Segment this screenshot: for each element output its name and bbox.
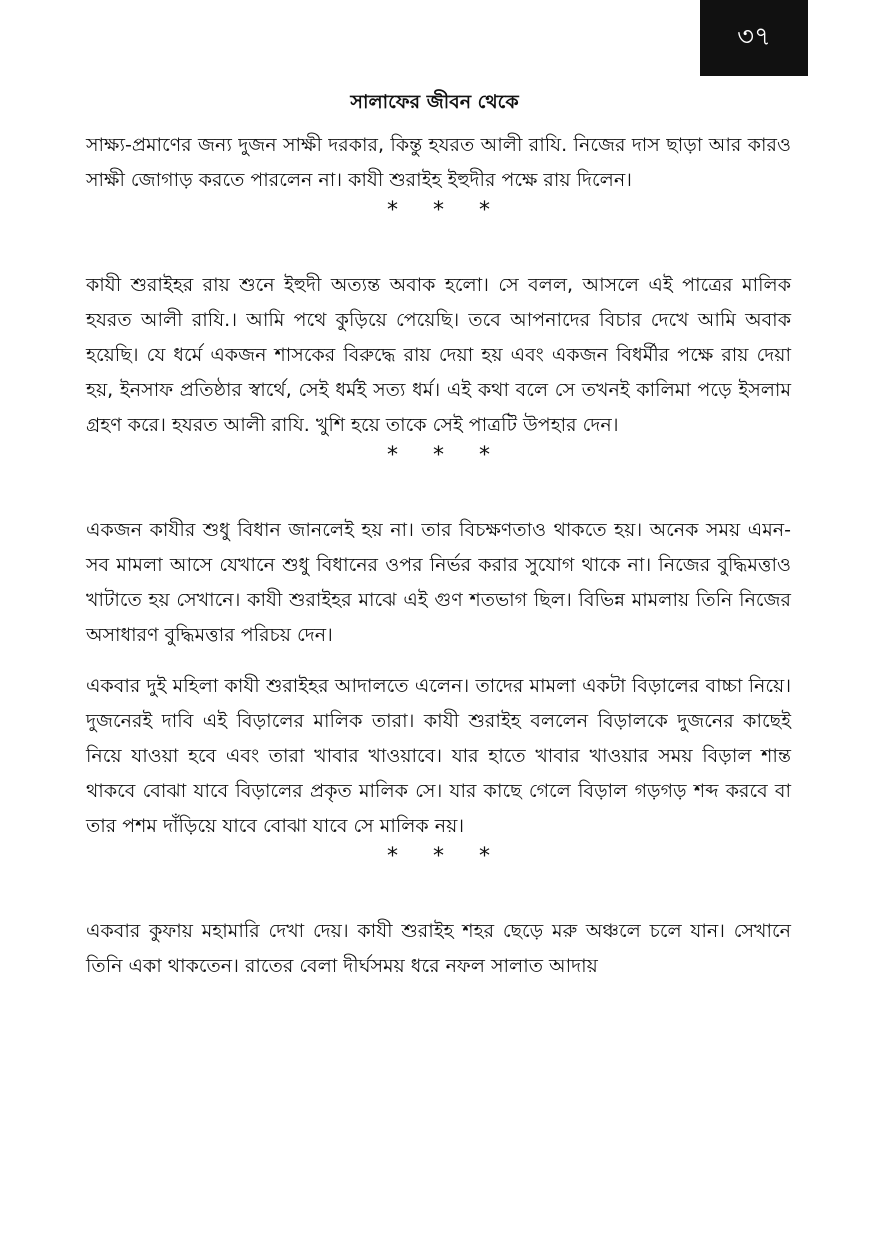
section-separator-3: * * * xyxy=(387,844,504,869)
paragraph-1: সাক্ষ্য-প্রমাণের জন্য দুজন সাক্ষী দরকার, কিন্তু হযরত আলী রাযি. নিজের দাস ছাড়া আর কারও সাক্ষী জোগাড় করতে পারলেন না। কাযী শুরাইহ ইহুদীর পক্ষে রায় দিলেন। xyxy=(86,134,791,191)
page-number: ৩৭ xyxy=(700,0,808,76)
paragraph-2: কাযী শুরাইহর রায় শুনে ইহুদী অত্যন্ত অবাক হলো। সে বলল, আসলে এই পাত্রের মালিক হযরত আলী রাযি.। আমি পথে কুড়িয়ে পেয়েছি। তবে আপনাদের বিচার দেখে আমি অবাক হয়েছি। যে ধর্মে একজন শাসকের বিরুদ্ধে রায় দেয়া হয় এবং একজন বিধর্মীর পক্ষে রায় দেয়া হয়, ইনসাফ প্রতিষ্ঠার স্বার্থে, সেই ধর্মই সত্য ধর্ম। এই কথা বলে সে তখনই কালিমা পড়ে ইসলাম গ্রহণ করে। হযরত আলী রাযি. খুশি হয়ে তাকে সেই পাত্রটি উপহার দেন। xyxy=(86,274,791,436)
section-separator-1: * * * xyxy=(387,198,504,223)
paragraph-3: একজন কাযীর শুধু বিধান জানলেই হয় না। তার বিচক্ষণতাও থাকতে হয়। অনেক সময় এমন-সব মামলা আসে যেখানে শুধু বিধানের ওপর নির্ভর করার সুযোগ থাকে না। নিজের বুদ্ধিমত্তাও খাটাতে হয় সেখানে। কাযী শুরাইহর মাঝে এই গুণ শতভাগ ছিল। বিভিন্ন মামলায় তিনি নিজের অসাধারণ বুদ্ধিমত্তার পরিচয় দেন। xyxy=(86,519,791,646)
paragraph-4: একবার দুই মহিলা কাযী শুরাইহর আদালতে এলেন। তাদের মামলা একটা বিড়ালের বাচ্চা নিয়ে। দুজনেরই দাবি এই বিড়ালের মালিক তারা। কাযী শুরাইহ বললেন বিড়ালকে দুজনের কাছেই নিয়ে যাওয়া হবে এবং তারা খাবার খাওয়াবে। যার হাতে খাবার খাওয়ার সময় বিড়াল শান্ত থাকবে বোঝা যাবে বিড়ালের প্রকৃত মালিক সে। যার কাছে গেলে বিড়াল গড়গড় শব্দ করবে বা তার পশম দাঁড়িয়ে যাবে বোঝা যাবে সে মালিক নয়। xyxy=(86,675,791,837)
section-separator-2: * * * xyxy=(387,443,504,468)
page-body xyxy=(86,128,791,984)
running-head: সালাফের জীবন থেকে xyxy=(350,91,519,113)
paragraph-5: একবার কুফায় মহামারি দেখা দেয়। কাযী শুরাইহ শহর ছেড়ে মরু অঞ্চলে চলে যান। সেখানে তিনি একা থাকতেন। রাতের বেলা দীর্ঘসময় ধরে নফল সালাত আদায় xyxy=(86,920,791,977)
